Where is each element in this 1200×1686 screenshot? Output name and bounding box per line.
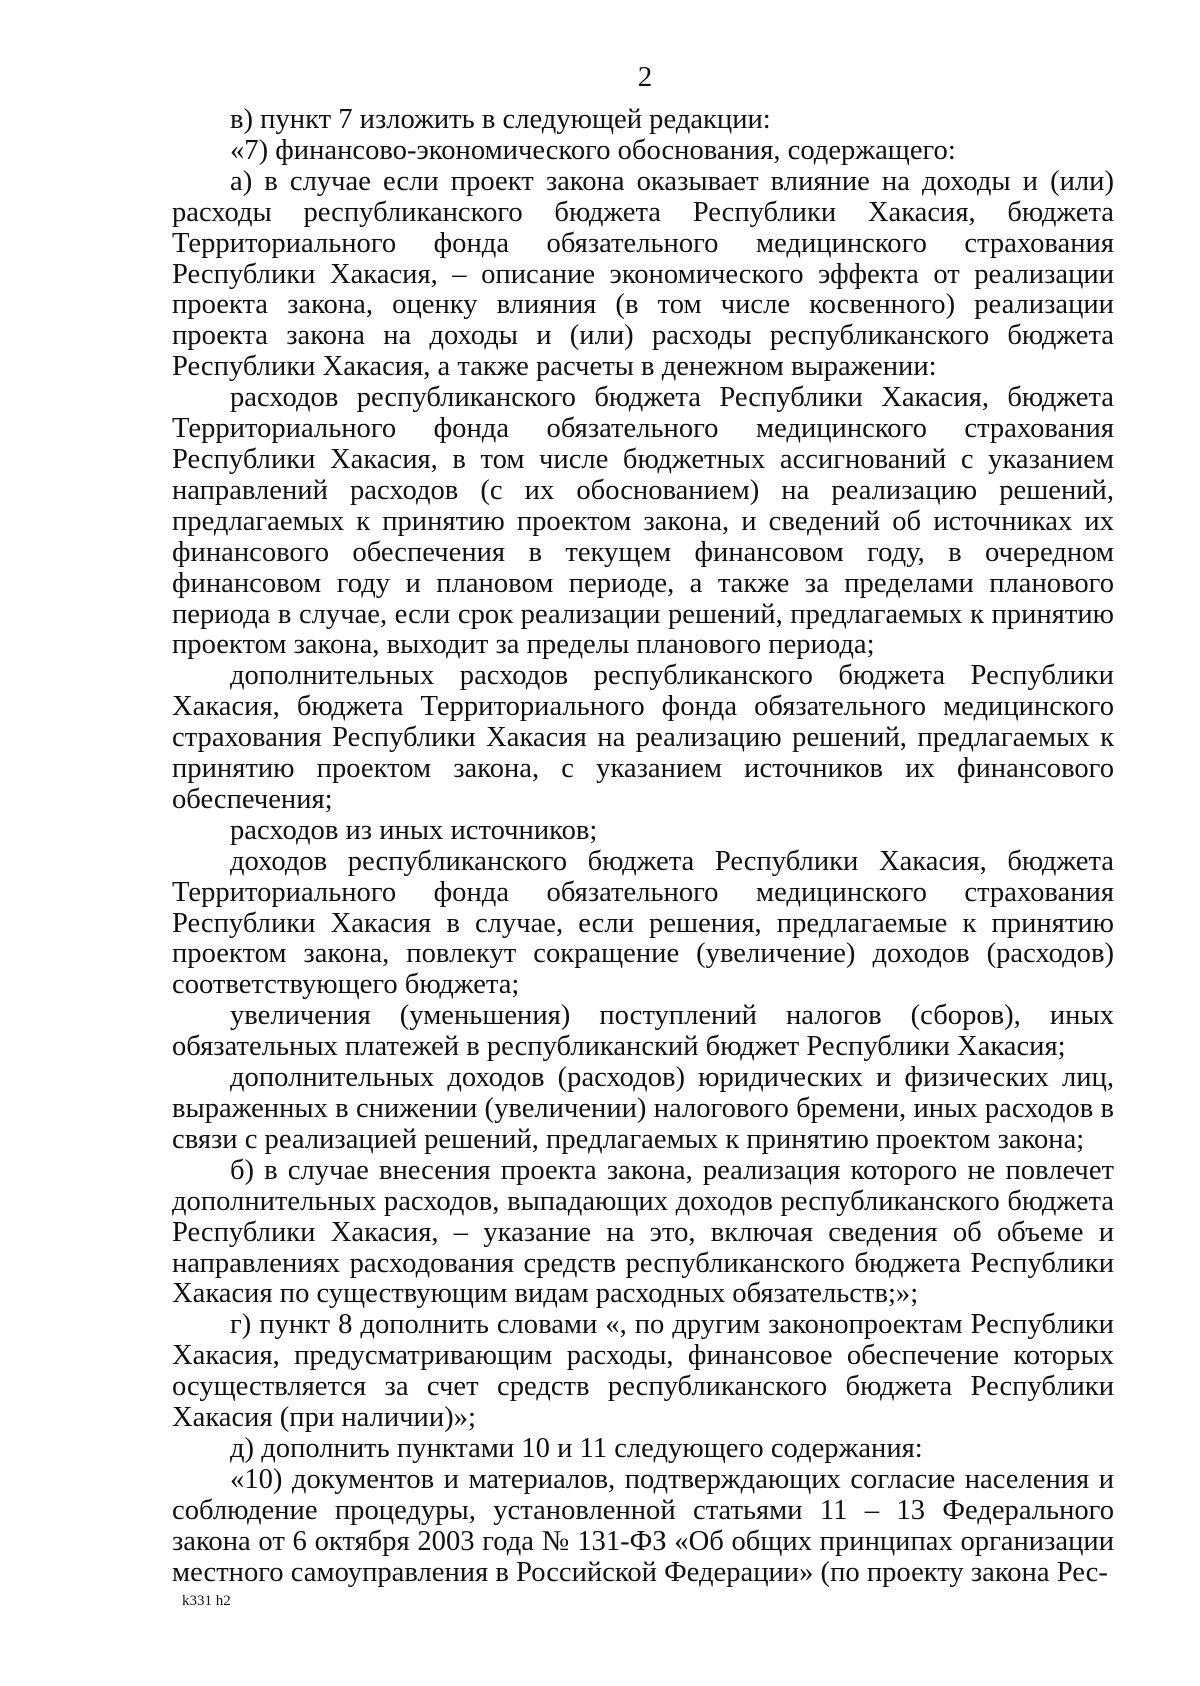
footer-document-code: k331 h2	[182, 1593, 231, 1609]
paragraph-revenues: доходов республиканского бюджета Республики Хакасия, бюджета Территориального фонда обязательного медицинского страхования Республики Хакасия в случае, если решения, предлагаемые к принятию проектом закона, повлекут сокращение (увеличение) доходов (расходов) соответствующего бюджета;	[172, 845, 1114, 1001]
paragraph-item-d: д) дополнить пунктами 10 и 11 следующего содержания:	[230, 1432, 923, 1464]
paragraph-subitem-a: а) в случае если проект закона оказывает влияние на доходы и (или) расходы республиканского бюджета Республики Хакасия, бюджета Территориального фонда обязательного медицинского страхования Республики Хакасия, – описание экономического эффекта от реализации проекта закона, оценку влияния (в том числе косвенного) реализации проекта закона на доходы и (или) расходы республиканского бюджета Республики Хакасия, а также расчеты в денежном выражении:	[172, 165, 1114, 383]
paragraph-point-7-heading: «7) финансово-экономического обоснования, содержащего:	[230, 134, 956, 166]
paragraph-additional-expenses: дополнительных расходов республиканского бюджета Республики Хакасия, бюджета Территориального фонда обязательного медицинского страхования Республики Хакасия на реализацию решений, предлагаемых к принятию проектом закона, с указанием источников их финансового обеспечения;	[172, 660, 1114, 815]
paragraph-expenses: расходов республиканского бюджета Республики Хакасия, бюджета Территориального фонда обязательного медицинского страхования Республики Хакасия, в том числе бюджетных ассигнований с указанием направлений расходов (с их обоснованием) на реализацию решений, предлагаемых к принятию проектом закона, и сведений об источниках их финансового обеспечения в текущем финансовом году, в очередном финансовом году и плановом периоде, а также за пределами планового периода в случае, если срок реализации решений, предлагаемых к принятию проектом закона, выходит за пределы планового периода;	[172, 382, 1114, 661]
page-number: 2	[637, 61, 653, 93]
paragraph-additional-income: дополнительных доходов (расходов) юридических и физических лиц, выраженных в снижении (увеличении) налогового бремени, иных расходов в связи с реализацией решений, предлагаемых к принятию проектом закона;	[172, 1062, 1114, 1155]
paragraph-item-v-intro: в) пункт 7 изложить в следующей редакции:	[230, 104, 771, 135]
paragraph-subitem-b: б) в случае внесения проекта закона, реализация которого не повлечет дополнительных расходов, выпадающих доходов республиканского бюджета Республики Хакасия, – указание на это, включая сведения об объеме и направлениях расходования средств республиканского бюджета Республики Хакасия по существующим видам расходных обязательств;»;	[172, 1154, 1114, 1310]
paragraph-other-sources: расходов из иных источников;	[230, 814, 598, 846]
paragraph-item-g: г) пункт 8 дополнить словами «, по другим законопроектам Республики Хакасия, предусматривающим расходы, финансовое обеспечение которых осуществляется за счет средств республиканского бюджета Республики Хакасия (при наличии)»;	[172, 1309, 1114, 1434]
paragraph-tax-receipts: увеличения (уменьшения) поступлений налогов (сборов), иных обязательных платежей в республиканский бюджет Республики Хакасия;	[172, 1000, 1114, 1063]
paragraph-point-10: «10) документов и материалов, подтверждающих согласие населения и соблюдение процедуры, установленной статьями 11 – 13 Федерального закона от 6 октября 2003 года № 131-ФЗ «Об общих принципах организации местного самоуправления в Российской Федерации» (по проекту закона Рес-	[172, 1463, 1114, 1588]
document-body	[172, 105, 1114, 1589]
